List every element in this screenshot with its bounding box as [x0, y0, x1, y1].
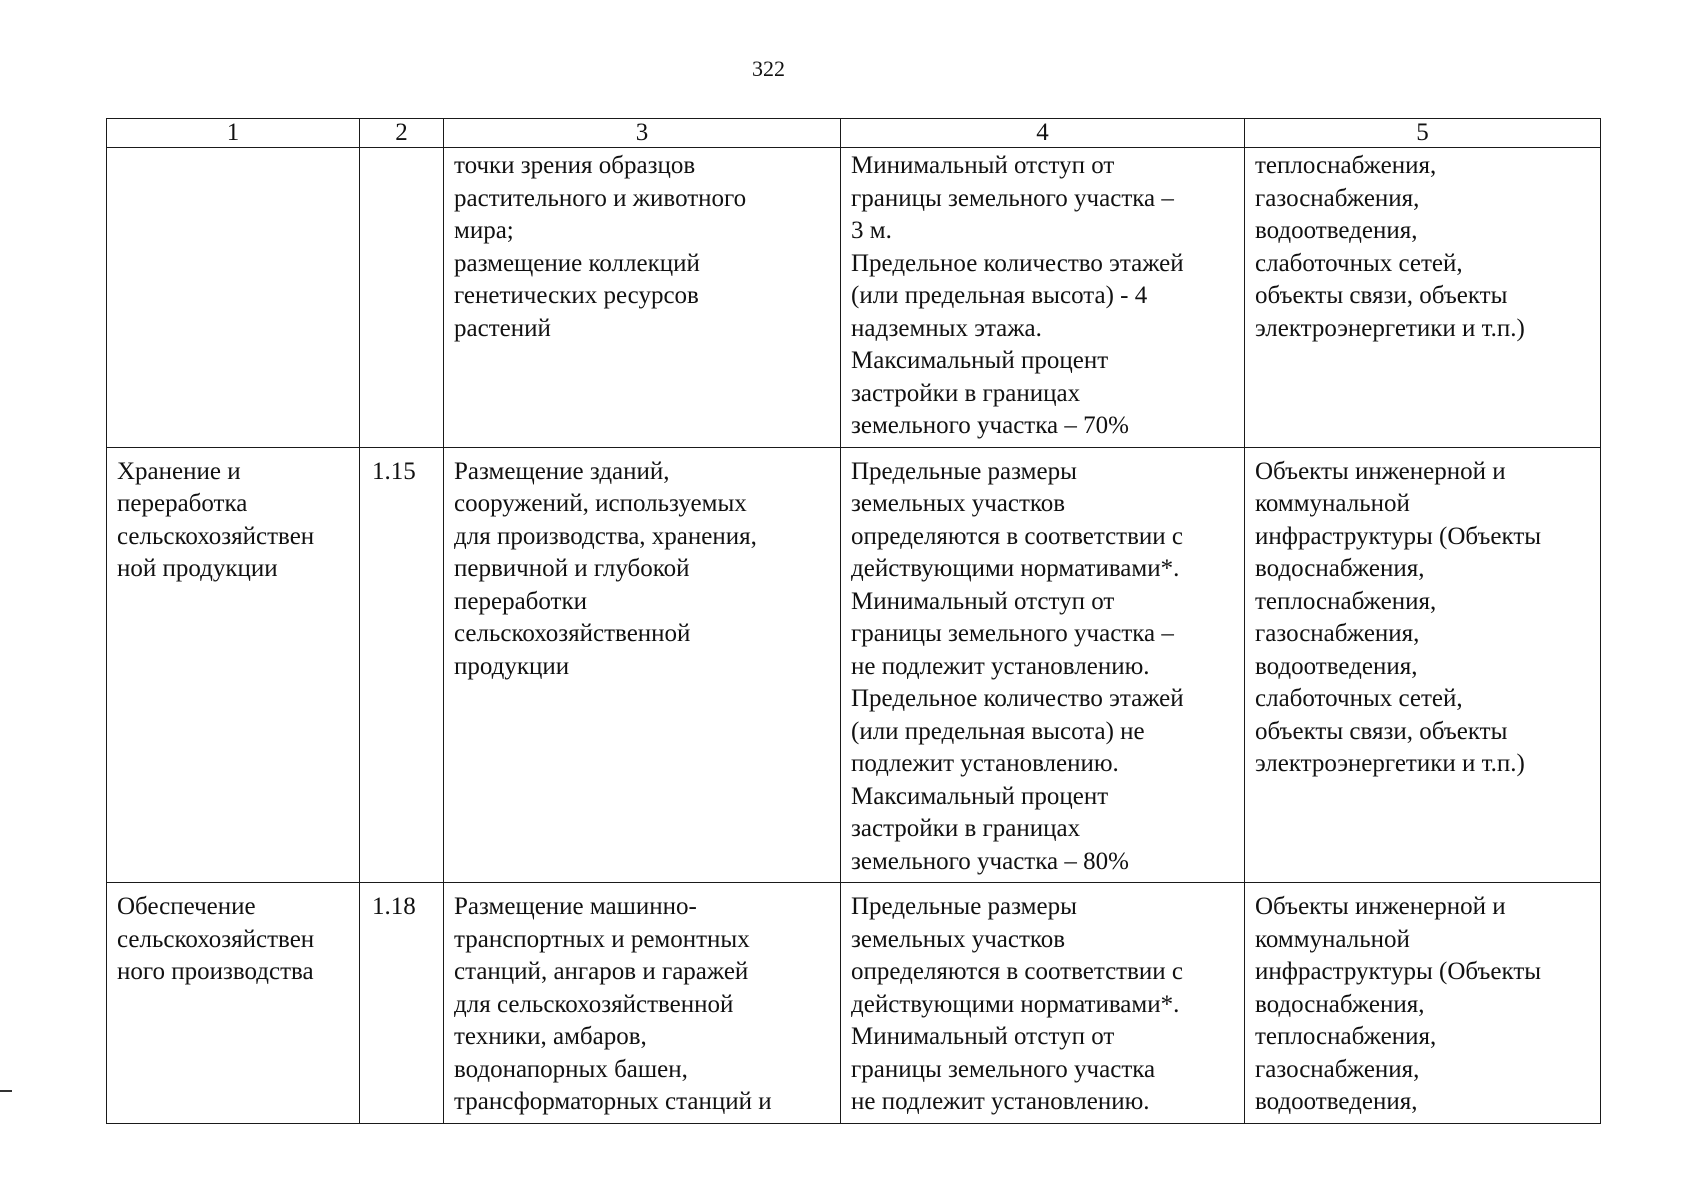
cell-text: Предельные размеры земельных участков определяются в соответствии с действующими нормативами*. Минимальный отступ от границы земельного участка – не подлежит установлению. Предельное количество этажей (или предельная высота) не подлежит установлению. Максимальный процент застройки в границах земельного участка – 80%: [851, 457, 1184, 875]
cell-parameters: [841, 883, 1245, 1124]
cell-land-use-code: [360, 883, 444, 1124]
cell-land-use-code: [360, 447, 444, 883]
cell-land-use-name: [107, 883, 360, 1124]
cell-text: Размещение зданий, сооружений, используемых для производства, хранения, первичной и глубокой переработки сельскохозяйственной продукции: [454, 457, 757, 680]
cell-text: Минимальный отступ от границы земельного участка – 3 м. Предельное количество этажей (или предельная высота) - 4 надземных этажа. Максимальный процент застройки в границах земельного участка – 70%: [851, 152, 1184, 439]
cell-text: 1.18: [372, 893, 416, 920]
column-header-5: 5: [1245, 119, 1601, 148]
cell-text: Размещение машинно- транспортных и ремонтных станций, ангаров и гаражей для сельскохозяйственной техники, амбаров, водонапорных башен, трансформаторных станций и: [454, 893, 772, 1115]
cell-parameters: [841, 148, 1245, 448]
table-header-row: [107, 119, 1601, 148]
cell-land-use-name: [107, 148, 360, 448]
cell-text: Предельные размеры земельных участков определяются в соответствии с действующими нормативами*. Минимальный отступ от границы земельного участка не подлежит установлению.: [851, 893, 1184, 1115]
cell-text: Обеспечение сельскохозяйствен ного производства: [117, 893, 315, 985]
cell-land-use-name: [107, 447, 360, 883]
cell-text: Объекты инженерной и коммунальной инфраструктуры (Объекты водоснабжения, теплоснабжения, газоснабжения, водоотведения, слаботочных сетей, объекты связи, объекты электроэнергетики и т.п.): [1255, 457, 1542, 777]
cell-land-use-code: [360, 148, 444, 448]
page-number-text: 322: [752, 56, 785, 81]
cell-text: точки зрения образцов растительного и животного мира; размещение коллекций генетических ресурсов растений: [454, 152, 747, 342]
cell-text: 1.15: [372, 457, 416, 485]
table-row: [107, 447, 1601, 883]
column-header-1: 1: [107, 119, 360, 148]
table-row: [107, 148, 1601, 448]
margin-mark: [0, 1090, 12, 1092]
cell-infrastructure: [1245, 148, 1601, 448]
cell-description: [444, 883, 841, 1124]
cell-infrastructure: [1245, 447, 1601, 883]
land-use-table: [106, 118, 1601, 1124]
cell-text: Объекты инженерной и коммунальной инфраструктуры (Объекты водоснабжения, теплоснабжения, газоснабжения, водоотведения,: [1255, 893, 1542, 1115]
cell-text: Хранение и переработка сельскохозяйствен ной продукции: [117, 457, 315, 582]
cell-infrastructure: [1245, 883, 1601, 1124]
cell-text: теплоснабжения, газоснабжения, водоотведения, слаботочных сетей, объекты связи, объекты электроэнергетики и т.п.): [1255, 152, 1525, 342]
column-header-4: 4: [841, 119, 1245, 148]
table-row: [107, 883, 1601, 1124]
column-header-2: 2: [360, 119, 444, 148]
cell-description: [444, 447, 841, 883]
page-number: [0, 56, 1697, 82]
cell-parameters: [841, 447, 1245, 883]
cell-description: [444, 148, 841, 448]
column-header-3: 3: [444, 119, 841, 148]
